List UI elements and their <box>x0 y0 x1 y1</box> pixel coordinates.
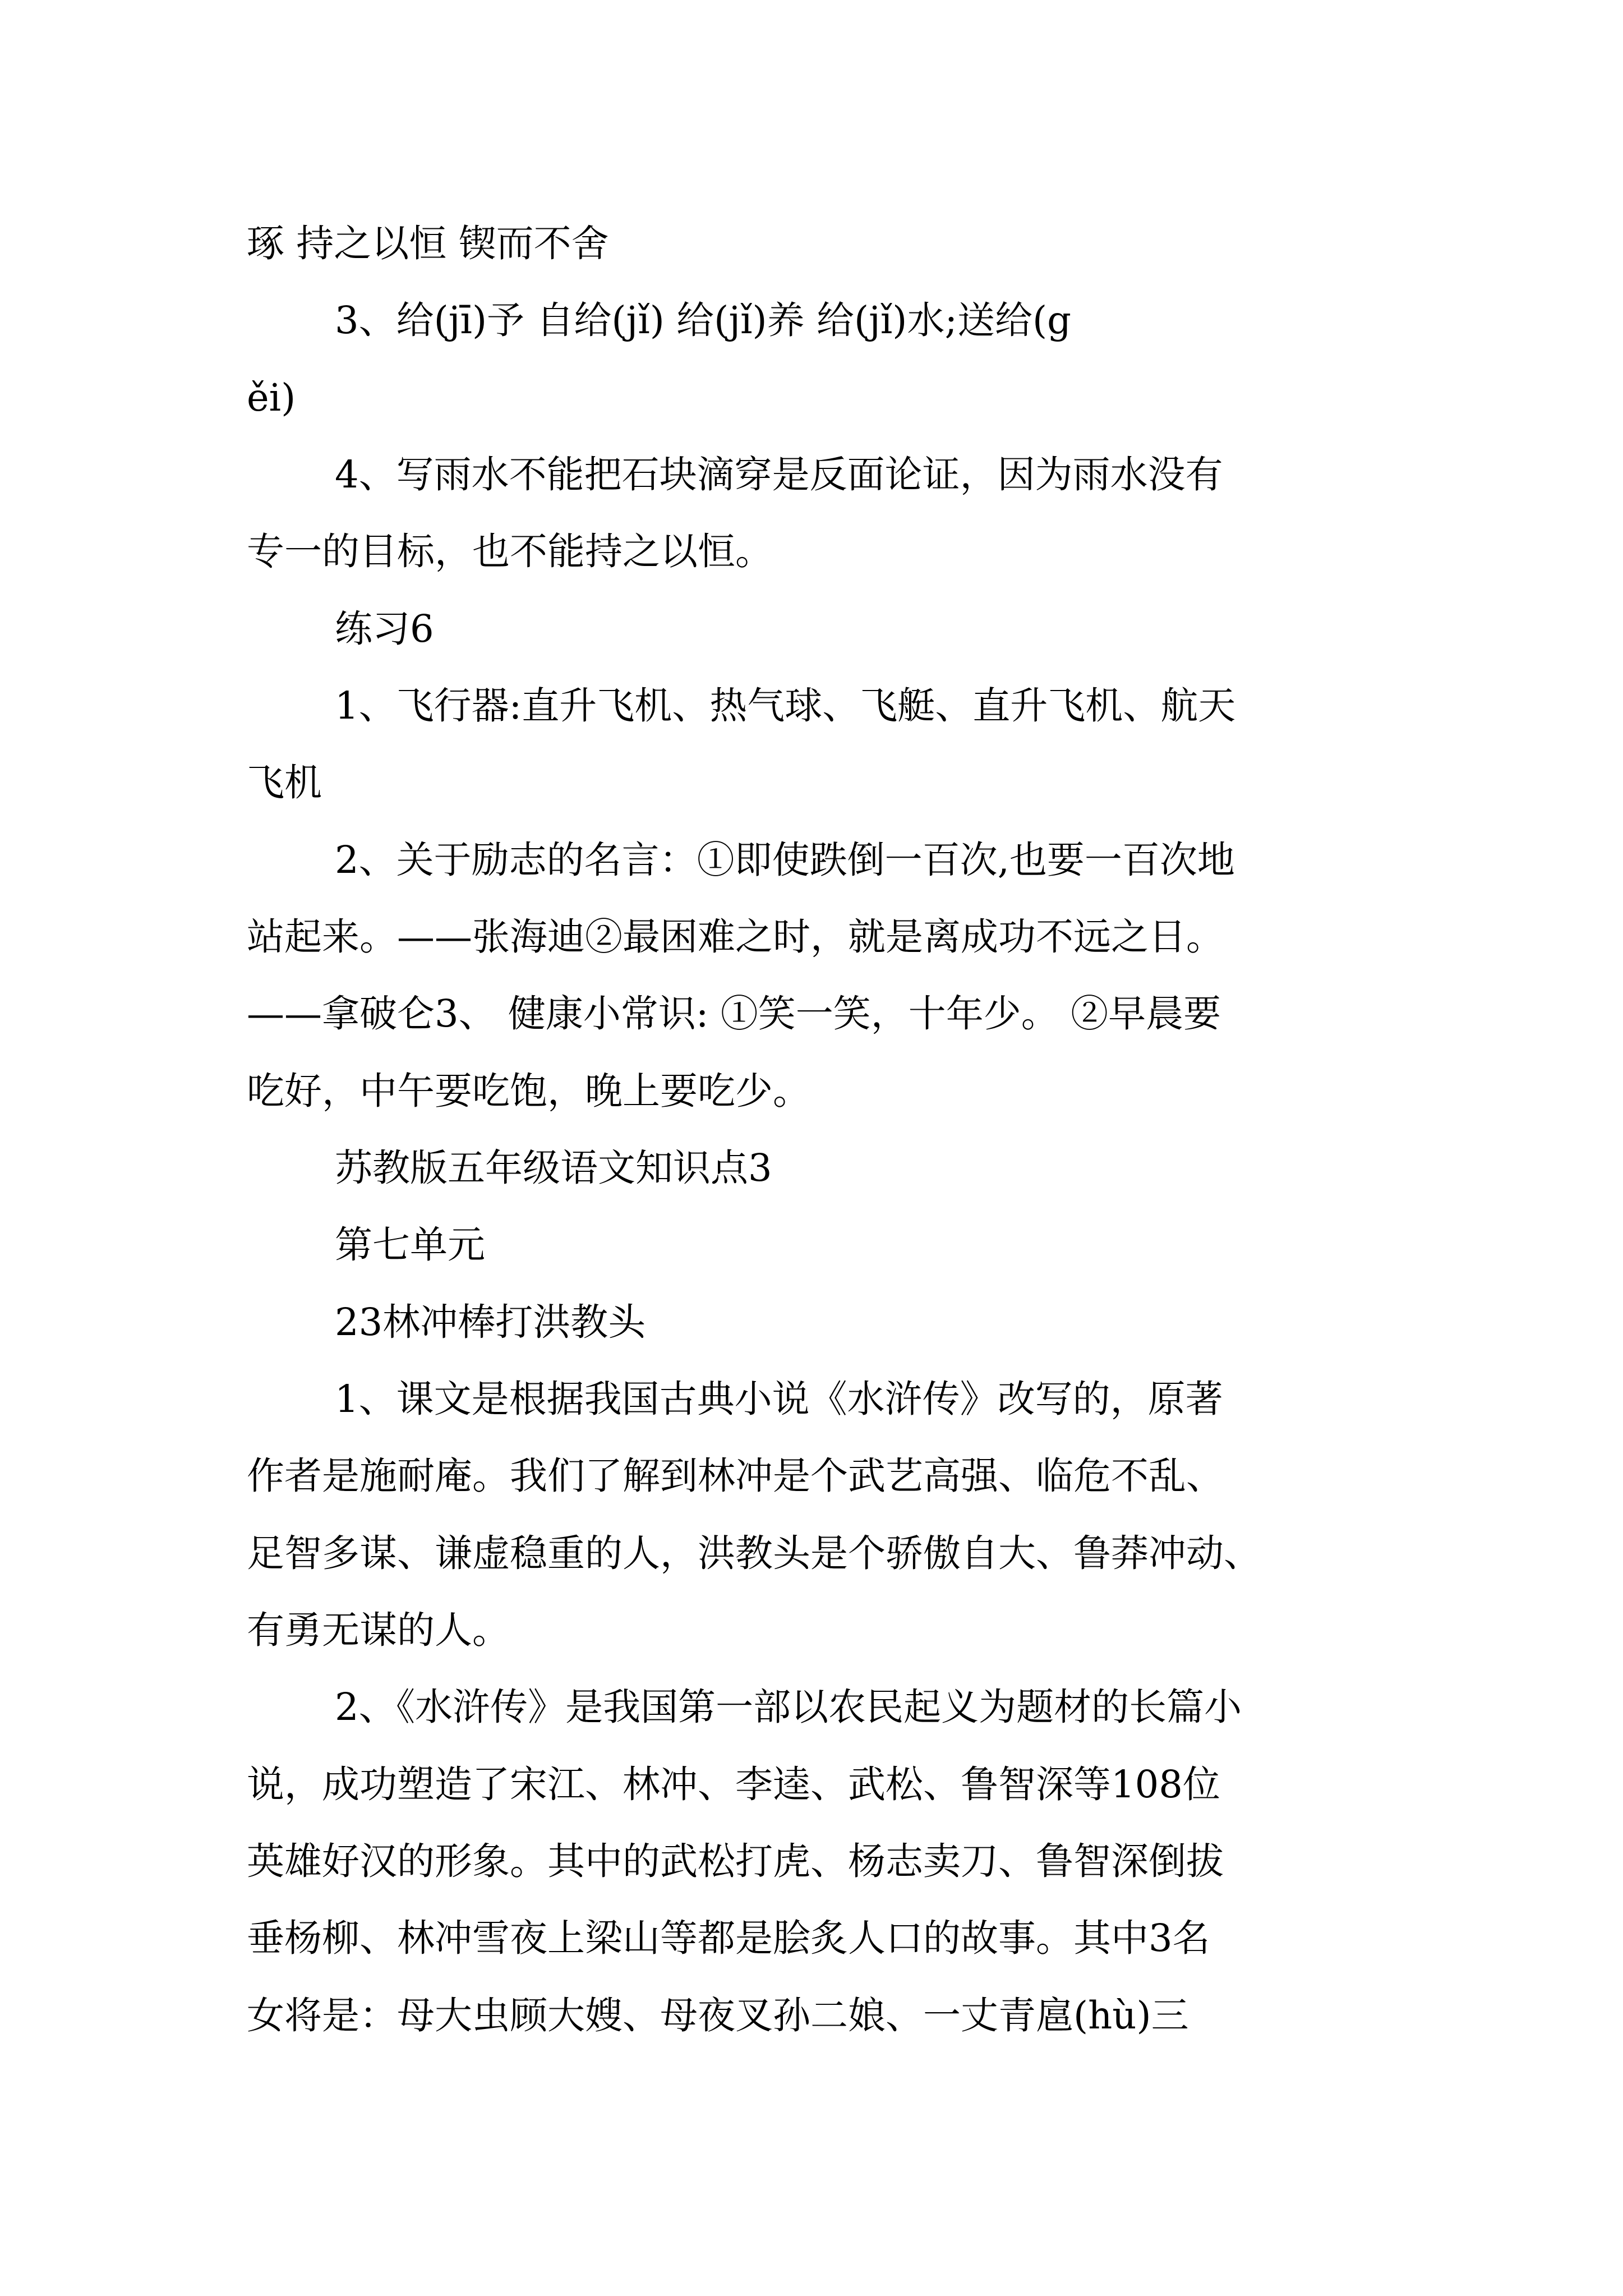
heading-line: 第七单元 <box>335 1223 485 1267</box>
text-line: ěi) <box>247 376 296 420</box>
text-line: 女将是：母大虫顾大嫂、母夜叉孙二娘、一丈青扈(hù)三 <box>247 1994 1189 2037</box>
text-line: 3、给(jī)予 自给(jǐ) 给(jǐ)养 给(jǐ)水;送给(g <box>335 298 1072 342</box>
text-line: 说，成功塑造了宋江、林冲、李逵、武松、鲁智深等108位 <box>247 1763 1220 1806</box>
text-line: 垂杨柳、林冲雪夜上梁山等都是脍炙人口的故事。其中3名 <box>247 1916 1210 1960</box>
text-line: 专一的目标，也不能持之以恒。 <box>247 530 773 573</box>
heading-line: 苏教版五年级语文知识点3 <box>335 1146 772 1190</box>
text-line: 2、《水浒传》是我国第一部以农民起义为题材的长篇小 <box>335 1685 1242 1729</box>
text-line: 站起来。——张海迪②最困难之时，就是离成功不远之日。 <box>247 915 1224 959</box>
text-line: 琢 持之以恒 锲而不舍 <box>247 222 609 265</box>
text-line: ——拿破仑3、 健康小常识: ①笑一笑，十年少。 ②早晨要 <box>247 992 1221 1036</box>
heading-line: 练习6 <box>335 607 434 651</box>
text-line: 1、飞行器:直升飞机、热气球、飞艇、直升飞机、航天 <box>335 684 1236 728</box>
text-line: 英雄好汉的形象。其中的武松打虎、杨志卖刀、鲁智深倒拔 <box>247 1839 1224 1883</box>
text-line: 4、写雨水不能把石块滴穿是反面论证，因为雨水没有 <box>335 453 1223 496</box>
text-line: 作者是施耐庵。我们了解到林冲是个武艺高强、临危不乱、 <box>247 1454 1224 1498</box>
text-line: 有勇无谋的人。 <box>247 1608 510 1652</box>
text-line: 吃好，中午要吃饱，晚上要吃少。 <box>247 1069 810 1113</box>
text-line: 飞机 <box>247 761 322 804</box>
heading-line: 23林冲棒打洪教头 <box>335 1300 646 1344</box>
text-line: 2、关于励志的名言：①即使跌倒一百次,也要一百次地 <box>335 838 1235 882</box>
text-line: 足智多谋、谦虚稳重的人，洪教头是个骄傲自大、鲁莽冲动、 <box>247 1531 1261 1575</box>
text-line: 1、课文是根据我国古典小说《水浒传》改写的，原著 <box>335 1377 1223 1421</box>
